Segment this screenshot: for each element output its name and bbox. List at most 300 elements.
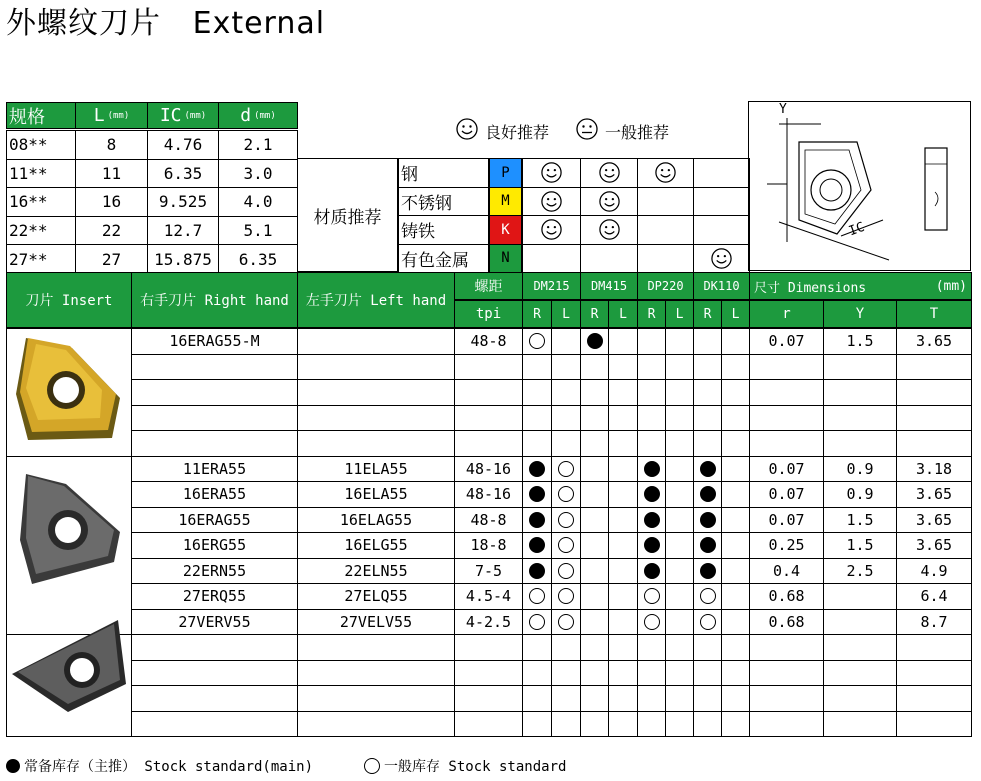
stock-cell	[522, 507, 552, 534]
tpi-value: 48-16	[454, 456, 523, 483]
stock-cell	[551, 354, 581, 381]
stock-cell	[693, 481, 722, 508]
stock-cell	[522, 634, 552, 661]
good-smile-icon	[540, 161, 563, 188]
filled-circle-icon	[644, 486, 660, 502]
spec-cell: 11	[75, 159, 148, 189]
dim-col-header: T	[896, 300, 972, 328]
legend-main	[6, 756, 313, 776]
open-circle-icon	[558, 537, 574, 553]
stock-cell	[551, 660, 581, 687]
stock-cell	[637, 558, 666, 585]
stock-cell	[637, 379, 666, 406]
spec-cell: 22**	[6, 216, 76, 246]
stock-cell	[580, 507, 609, 534]
dim-r	[749, 379, 824, 406]
stock-cell	[608, 609, 638, 636]
spec-header-2	[147, 102, 219, 129]
stock-cell	[637, 609, 666, 636]
left-hand-model: 27ELQ55	[297, 583, 455, 610]
stock-cell	[580, 379, 609, 406]
stock-cell	[693, 711, 722, 738]
stock-cell	[637, 430, 666, 457]
tpi-value	[454, 405, 523, 432]
stock-cell	[522, 430, 552, 457]
material-grade-cell	[637, 187, 694, 217]
dim-t: 3.65	[896, 532, 972, 559]
open-circle-icon	[529, 588, 545, 604]
right-hand-model: 16ERA55	[131, 481, 298, 508]
stock-cell	[580, 609, 609, 636]
spec-header-3	[218, 102, 298, 129]
stock-cell	[637, 532, 666, 559]
material-name: 钢	[398, 158, 489, 188]
stock-cell	[580, 583, 609, 610]
stock-cell	[608, 532, 638, 559]
stock-cell	[551, 430, 581, 457]
page-title: 外螺纹刀片 External	[6, 6, 326, 41]
open-circle-icon	[529, 614, 545, 630]
filled-circle-icon	[700, 563, 716, 579]
right-hand-header: 右手刀片 Right hand	[131, 272, 298, 328]
spec-cell: 2.1	[218, 130, 298, 160]
dim-t	[896, 685, 972, 712]
recommend-legend	[455, 117, 669, 145]
material-code: N	[489, 244, 522, 274]
stock-cell	[721, 507, 750, 534]
stock-cell	[637, 711, 666, 738]
stock-cell	[522, 583, 552, 610]
stock-cell	[551, 481, 581, 508]
stock-cell	[665, 430, 694, 457]
stock-cell	[522, 711, 552, 738]
grade-l-header: L	[721, 300, 750, 328]
filled-circle-icon	[6, 759, 20, 773]
stock-cell	[721, 634, 750, 661]
material-code: M	[489, 187, 522, 217]
spec-cell: 9.525	[147, 187, 219, 217]
dimensions-unit: (mm)	[935, 278, 967, 294]
stock-cell	[522, 685, 552, 712]
dim-t: 3.65	[896, 481, 972, 508]
dim-r	[749, 660, 824, 687]
spec-cell: 3.0	[218, 159, 298, 189]
filled-circle-icon	[644, 512, 660, 528]
good-smile-icon	[598, 218, 621, 245]
right-hand-model	[131, 711, 298, 738]
spec-header-label: 规格	[9, 106, 45, 128]
stock-cell	[721, 405, 750, 432]
grade-header: DK110	[693, 272, 750, 300]
spec-cell: 8	[75, 130, 148, 160]
stock-cell	[721, 558, 750, 585]
open-circle-icon	[700, 588, 716, 604]
stock-cell	[693, 456, 722, 483]
spec-cell: 15.875	[147, 244, 219, 274]
insert-image-dark	[8, 614, 128, 714]
stock-cell	[551, 685, 581, 712]
stock-cell	[551, 379, 581, 406]
dim-t	[896, 711, 972, 738]
open-circle-icon	[558, 588, 574, 604]
left-hand-model	[297, 430, 455, 457]
stock-cell	[608, 430, 638, 457]
material-code: K	[489, 215, 522, 245]
filled-circle-icon	[529, 461, 545, 477]
stock-cell	[522, 328, 552, 355]
stock-cell	[580, 430, 609, 457]
dim-y	[823, 379, 897, 406]
material-grade-cell	[522, 244, 581, 274]
right-hand-model	[131, 405, 298, 432]
dim-t	[896, 430, 972, 457]
spec-cell: 4.0	[218, 187, 298, 217]
grade-l-header: L	[551, 300, 581, 328]
tpi-value: 18-8	[454, 532, 523, 559]
right-hand-model: 27ERQ55	[131, 583, 298, 610]
material-name: 铸铁	[398, 215, 489, 245]
left-hand-model	[297, 354, 455, 381]
dim-t: 8.7	[896, 609, 972, 636]
tpi-value	[454, 430, 523, 457]
right-hand-model: 11ERA55	[131, 456, 298, 483]
dim-t	[896, 379, 972, 406]
stock-cell	[721, 660, 750, 687]
left-hand-model	[297, 328, 455, 355]
filled-circle-icon	[644, 461, 660, 477]
stock-cell	[721, 685, 750, 712]
stock-cell	[721, 379, 750, 406]
spec-header-label: IC	[159, 105, 182, 126]
stock-cell	[551, 328, 581, 355]
good-smile-icon	[598, 190, 621, 217]
dim-r: 0.68	[749, 609, 824, 636]
stock-cell	[693, 660, 722, 687]
stock-cell	[608, 660, 638, 687]
dim-y	[823, 711, 897, 738]
dimensions-header	[749, 272, 972, 300]
right-hand-model: 16ERG55	[131, 532, 298, 559]
stock-cell	[580, 481, 609, 508]
spec-unit: (mm)	[107, 110, 130, 121]
stock-cell	[665, 379, 694, 406]
left-hand-model: 11ELA55	[297, 456, 455, 483]
stock-cell	[608, 405, 638, 432]
dim-t	[896, 354, 972, 381]
dim-r	[749, 405, 824, 432]
stock-cell	[608, 583, 638, 610]
stock-cell	[522, 456, 552, 483]
left-hand-model	[297, 660, 455, 687]
good-smile-icon	[455, 117, 479, 145]
stock-cell	[665, 405, 694, 432]
stock-cell	[580, 685, 609, 712]
stock-cell	[522, 532, 552, 559]
filled-circle-icon	[700, 512, 716, 528]
dim-r	[749, 430, 824, 457]
stock-cell	[522, 405, 552, 432]
stock-cell	[721, 430, 750, 457]
stock-cell	[608, 354, 638, 381]
stock-cell	[693, 405, 722, 432]
dim-t	[896, 660, 972, 687]
left-hand-model: 27VELV55	[297, 609, 455, 636]
spec-header-0	[6, 102, 76, 129]
open-circle-icon	[700, 614, 716, 630]
good-smile-icon	[540, 190, 563, 217]
stock-cell	[665, 507, 694, 534]
general-smile-icon	[575, 117, 599, 145]
grade-r-header: R	[637, 300, 666, 328]
stock-cell	[693, 379, 722, 406]
dim-t: 6.4	[896, 583, 972, 610]
stock-cell	[580, 328, 609, 355]
left-hand-header: 左手刀片 Left hand	[297, 272, 455, 328]
right-hand-model	[131, 685, 298, 712]
stock-cell	[721, 328, 750, 355]
dim-y	[823, 660, 897, 687]
stock-cell	[721, 481, 750, 508]
filled-circle-icon	[644, 563, 660, 579]
right-hand-model: 16ERAG55-M	[131, 328, 298, 355]
material-name: 不锈钢	[398, 187, 489, 217]
tpi-header: tpi	[454, 300, 523, 328]
open-circle-icon	[364, 758, 380, 774]
general-recommend-label: 一般推荐	[605, 122, 670, 142]
stock-cell	[721, 532, 750, 559]
stock-cell	[580, 532, 609, 559]
dim-t: 3.65	[896, 507, 972, 534]
dim-r: 0.25	[749, 532, 824, 559]
left-hand-model: 16ELA55	[297, 481, 455, 508]
dim-r: 0.07	[749, 328, 824, 355]
stock-cell	[665, 711, 694, 738]
stock-cell	[637, 660, 666, 687]
stock-cell	[608, 481, 638, 508]
material-grade-cell	[637, 215, 694, 245]
tpi-value: 48-16	[454, 481, 523, 508]
stock-cell	[551, 609, 581, 636]
open-circle-icon	[558, 563, 574, 579]
stock-cell	[721, 456, 750, 483]
stock-cell	[608, 328, 638, 355]
stock-cell	[637, 405, 666, 432]
stock-cell	[608, 379, 638, 406]
tpi-value	[454, 660, 523, 687]
left-hand-model	[297, 711, 455, 738]
stock-cell	[522, 558, 552, 585]
stock-cell	[693, 430, 722, 457]
right-hand-model	[131, 379, 298, 406]
open-circle-icon	[558, 614, 574, 630]
stock-cell	[693, 609, 722, 636]
grade-r-header: R	[693, 300, 722, 328]
insert-image-gold	[12, 334, 124, 444]
dim-r	[749, 634, 824, 661]
open-circle-icon	[558, 486, 574, 502]
material-label: 材质推荐	[297, 158, 398, 272]
stock-cell	[637, 354, 666, 381]
stock-cell	[665, 685, 694, 712]
stock-cell	[637, 634, 666, 661]
stock-cell	[551, 456, 581, 483]
legend-main-label: 常备库存（主推） Stock standard(main)	[24, 759, 314, 775]
insert-image-gray	[16, 470, 124, 588]
dim-t: 3.18	[896, 456, 972, 483]
filled-circle-icon	[700, 486, 716, 502]
stock-cell	[580, 634, 609, 661]
dim-y: 1.5	[823, 532, 897, 559]
tpi-value: 48-8	[454, 328, 523, 355]
stock-cell	[665, 634, 694, 661]
pitch-header: 螺距	[454, 272, 523, 300]
legend-standard-label: 一般库存 Stock standard	[384, 759, 567, 775]
material-grade-cell	[637, 244, 694, 274]
right-hand-model: 27VERV55	[131, 609, 298, 636]
grade-r-header: R	[580, 300, 609, 328]
left-hand-model	[297, 405, 455, 432]
spec-cell: 4.76	[147, 130, 219, 160]
stock-cell	[665, 532, 694, 559]
filled-circle-icon	[700, 461, 716, 477]
stock-cell	[551, 583, 581, 610]
dimensions-label: 尺寸 Dimensions	[754, 280, 867, 296]
grade-header: DM415	[580, 272, 638, 300]
dim-t: 3.65	[896, 328, 972, 355]
open-circle-icon	[644, 614, 660, 630]
stock-cell	[665, 660, 694, 687]
spec-cell: 5.1	[218, 216, 298, 246]
stock-cell	[693, 634, 722, 661]
grade-header: DM215	[522, 272, 581, 300]
tpi-value	[454, 354, 523, 381]
grade-r-header: R	[522, 300, 552, 328]
spec-cell: 12.7	[147, 216, 219, 246]
stock-cell	[522, 609, 552, 636]
dim-y: 0.9	[823, 481, 897, 508]
stock-cell	[551, 507, 581, 534]
stock-cell	[608, 456, 638, 483]
stock-cell	[608, 711, 638, 738]
stock-cell	[551, 634, 581, 661]
material-code: P	[489, 158, 522, 188]
filled-circle-icon	[700, 537, 716, 553]
stock-cell	[580, 456, 609, 483]
stock-cell	[522, 660, 552, 687]
stock-cell	[608, 558, 638, 585]
open-circle-icon	[558, 512, 574, 528]
filled-circle-icon	[529, 486, 545, 502]
spec-cell: 27**	[6, 244, 76, 274]
dim-y	[823, 583, 897, 610]
stock-cell	[693, 354, 722, 381]
stock-cell	[637, 583, 666, 610]
stock-cell	[721, 609, 750, 636]
stock-cell	[665, 481, 694, 508]
dim-y	[823, 405, 897, 432]
dim-col-header: Y	[823, 300, 897, 328]
stock-cell	[721, 354, 750, 381]
spec-cell: 08**	[6, 130, 76, 160]
dim-r	[749, 711, 824, 738]
dim-y	[823, 685, 897, 712]
left-hand-model: 16ELG55	[297, 532, 455, 559]
stock-cell	[522, 481, 552, 508]
thread-diagram	[748, 101, 971, 271]
spec-header-label: d	[240, 105, 252, 126]
stock-cell	[665, 328, 694, 355]
tpi-value: 7-5	[454, 558, 523, 585]
open-circle-icon	[558, 461, 574, 477]
stock-cell	[551, 405, 581, 432]
good-smile-icon	[540, 218, 563, 245]
stock-cell	[721, 583, 750, 610]
stock-cell	[665, 583, 694, 610]
grade-l-header: L	[608, 300, 638, 328]
stock-cell	[637, 328, 666, 355]
left-hand-model	[297, 634, 455, 661]
tpi-value	[454, 711, 523, 738]
spec-cell: 27	[75, 244, 148, 274]
stock-cell	[693, 532, 722, 559]
material-grade-cell	[693, 187, 750, 217]
spec-cell: 16	[75, 187, 148, 217]
dim-t: 4.9	[896, 558, 972, 585]
stock-cell	[693, 328, 722, 355]
filled-circle-icon	[587, 333, 603, 349]
filled-circle-icon	[529, 537, 545, 553]
right-hand-model	[131, 430, 298, 457]
spec-unit: (mm)	[184, 110, 207, 121]
tpi-value: 48-8	[454, 507, 523, 534]
spec-cell: 16**	[6, 187, 76, 217]
stock-cell	[665, 456, 694, 483]
tpi-value	[454, 379, 523, 406]
stock-cell	[522, 379, 552, 406]
open-circle-icon	[529, 333, 545, 349]
tpi-value	[454, 634, 523, 661]
spec-header-label: L	[93, 105, 105, 126]
stock-cell	[637, 685, 666, 712]
dim-y	[823, 430, 897, 457]
stock-cell	[580, 405, 609, 432]
right-hand-model: 22ERN55	[131, 558, 298, 585]
filled-circle-icon	[529, 563, 545, 579]
dim-r: 0.4	[749, 558, 824, 585]
good-smile-icon	[654, 161, 677, 188]
dim-r: 0.07	[749, 456, 824, 483]
tpi-value: 4-2.5	[454, 609, 523, 636]
stock-cell	[693, 685, 722, 712]
stock-cell	[551, 532, 581, 559]
open-circle-icon	[644, 588, 660, 604]
stock-cell	[580, 354, 609, 381]
tpi-value	[454, 685, 523, 712]
dim-y	[823, 354, 897, 381]
y-label: Y	[779, 102, 787, 117]
material-grade-cell	[693, 158, 750, 188]
dim-r	[749, 354, 824, 381]
good-smile-icon	[598, 161, 621, 188]
filled-circle-icon	[529, 512, 545, 528]
dim-y: 1.5	[823, 328, 897, 355]
dim-r: 0.68	[749, 583, 824, 610]
material-name: 有色金属	[398, 244, 489, 274]
stock-cell	[551, 558, 581, 585]
dim-y: 0.9	[823, 456, 897, 483]
right-hand-model	[131, 634, 298, 661]
right-hand-model	[131, 660, 298, 687]
